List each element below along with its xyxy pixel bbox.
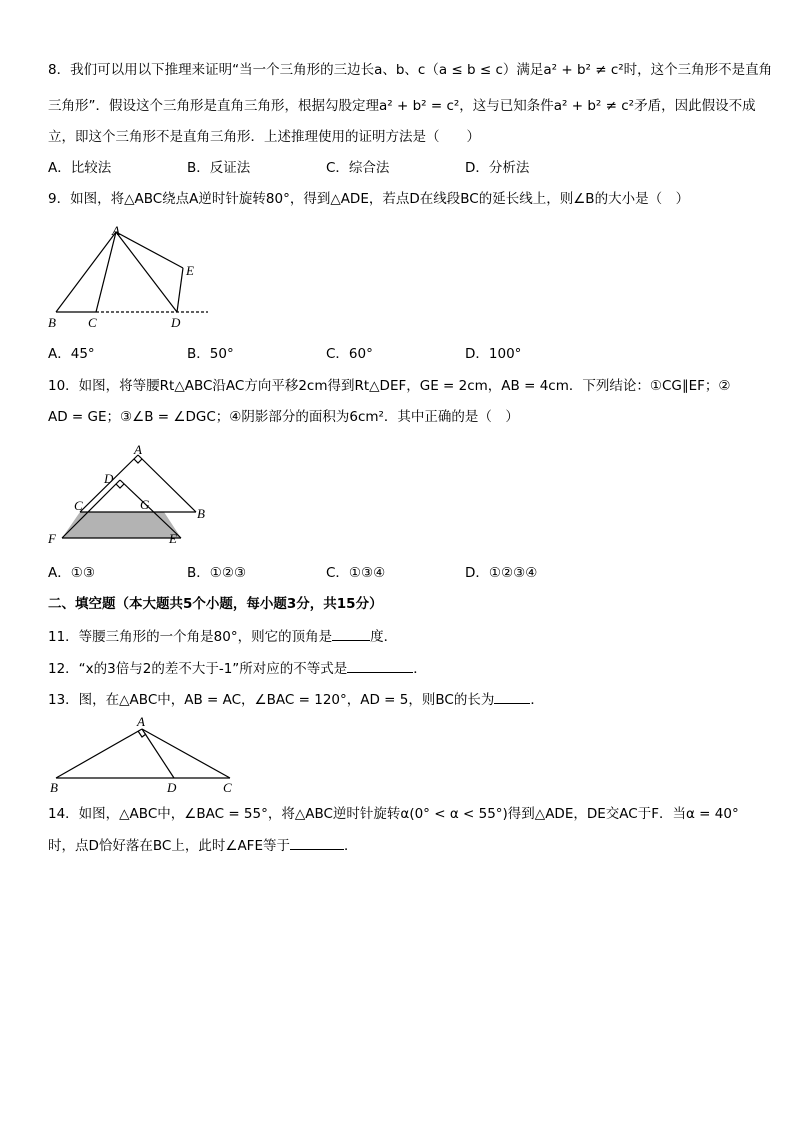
q9-segment-ad [116,232,177,312]
q10-option-c: C．①③④ [326,565,386,581]
q9-options [48,344,688,364]
q10-figure [40,440,220,550]
q10-shaded-region [62,512,181,538]
q13-segment-ab [56,729,142,778]
q12-line [48,658,754,679]
q14-line-2 [48,835,754,856]
q13-label-d: D [167,780,177,794]
q13-line [48,689,754,710]
q8-option-c: C．综合法 [326,160,390,176]
q9-option-a: A．45° [48,346,95,362]
q8-option-b: B．反证法 [187,160,251,176]
q8-line-3: 立，即这个三角形不是直角三角形．上述推理使用的证明方法是（ ） [48,129,480,145]
q13-text: 13．图，在△ABC中，AB = AC，∠BAC = 120°，AD = 5，则BC的长为 [48,692,495,708]
q10-option-b: B．①②③ [187,565,247,581]
q10-label-c: C [74,498,83,513]
q10-label-e: E [169,531,177,546]
q9-label-d: D [171,315,181,330]
q13-segment-ad [142,729,174,778]
q8-line-1: 8．我们可以用以下推理来证明“当一个三角形的三边长a、b、c（a ≤ b ≤ c）满足a² + b² ≠ c²时，这个三角形不是直角 [48,62,773,78]
q10-option-d: D．①②③④ [465,565,538,581]
q10-option-a: A．①③ [48,565,95,581]
q11-line [48,626,754,647]
q13-label-b: B [50,780,58,794]
section-2-heading: 二、填空题（本大题共5个小题，每小题3分，共15分） [48,596,383,612]
q8-option-d: D．分析法 [465,160,530,176]
q14-suffix: ． [343,838,358,854]
q12-suffix: ． [413,661,427,677]
q10-right-angle-d [116,484,124,488]
q12-answer-blank[interactable] [347,658,413,673]
q10-options [48,563,688,583]
q10-label-g: G [140,497,150,512]
q10-label-d: D [104,471,114,486]
q9-label-e: E [186,263,194,278]
q9-segment-ab [56,232,116,312]
q9-label-b: B [48,315,56,330]
q11-answer-blank[interactable] [332,626,370,641]
q14-text: 时，点D恰好落在BC上，此时∠AFE等于 [48,838,290,854]
q9-line-1: 9．如图，将△ABC绕点A逆时针旋转80°，得到△ADE，若点D在线段BC的延长线上，则∠B的大小是（ ） [48,191,690,207]
q13-segment-ac [142,729,230,778]
q10-label-b: B [197,506,205,521]
q14-answer-blank[interactable] [290,835,344,850]
q8-line-2: 三角形”．假设这个三角形是直角三角形，根据勾股定理a² + b² = c²，这与已知条件a² + b² ≠ c²矛盾，因此假设不成 [48,98,756,114]
q13-label-a: A [137,714,145,729]
q9-option-b: B．50° [187,346,234,362]
q13-label-c: C [223,780,232,794]
q8-option-a: A．比较法 [48,160,112,176]
q10-label-a: A [134,442,142,457]
q11-text: 11．等腰三角形的一个角是80°，则它的顶角是 [48,629,333,645]
q10-label-f: F [48,531,56,546]
q13-answer-blank[interactable] [494,689,530,704]
q11-suffix: 度． [370,629,398,645]
q9-segment-ae [116,232,183,268]
q9-label-a: A [112,223,120,238]
q13-suffix: ． [530,692,544,708]
q9-label-c: C [88,315,97,330]
q13-figure [40,712,240,794]
q10-line-1: 10．如图，将等腰Rt△ABC沿AC方向平移2cm得到Rt△DEF，GE = 2cm，AB = 4cm．下列结论：①CG∥EF；② [48,378,731,394]
q9-segment-de [177,268,183,312]
q9-segment-ac [96,232,116,312]
q9-option-c: C．60° [326,346,373,362]
q10-right-angle-a [134,459,142,463]
q9-option-d: D．100° [465,346,522,362]
q9-figure [40,222,220,334]
q10-line-2: AD = GE；③∠B = ∠DGC；④阴影部分的面积为6cm²．其中正确的是（ ） [48,409,519,425]
q12-text: 12．“x的3倍与2的差不大于-1”所对应的不等式是 [48,661,348,677]
q14-line-1: 14．如图，△ABC中，∠BAC = 55°，将△ABC逆时针旋转α(0° < α < 55°)得到△ADE，DE交AC于F．当α = 40° [48,806,739,822]
q8-options [48,158,688,178]
